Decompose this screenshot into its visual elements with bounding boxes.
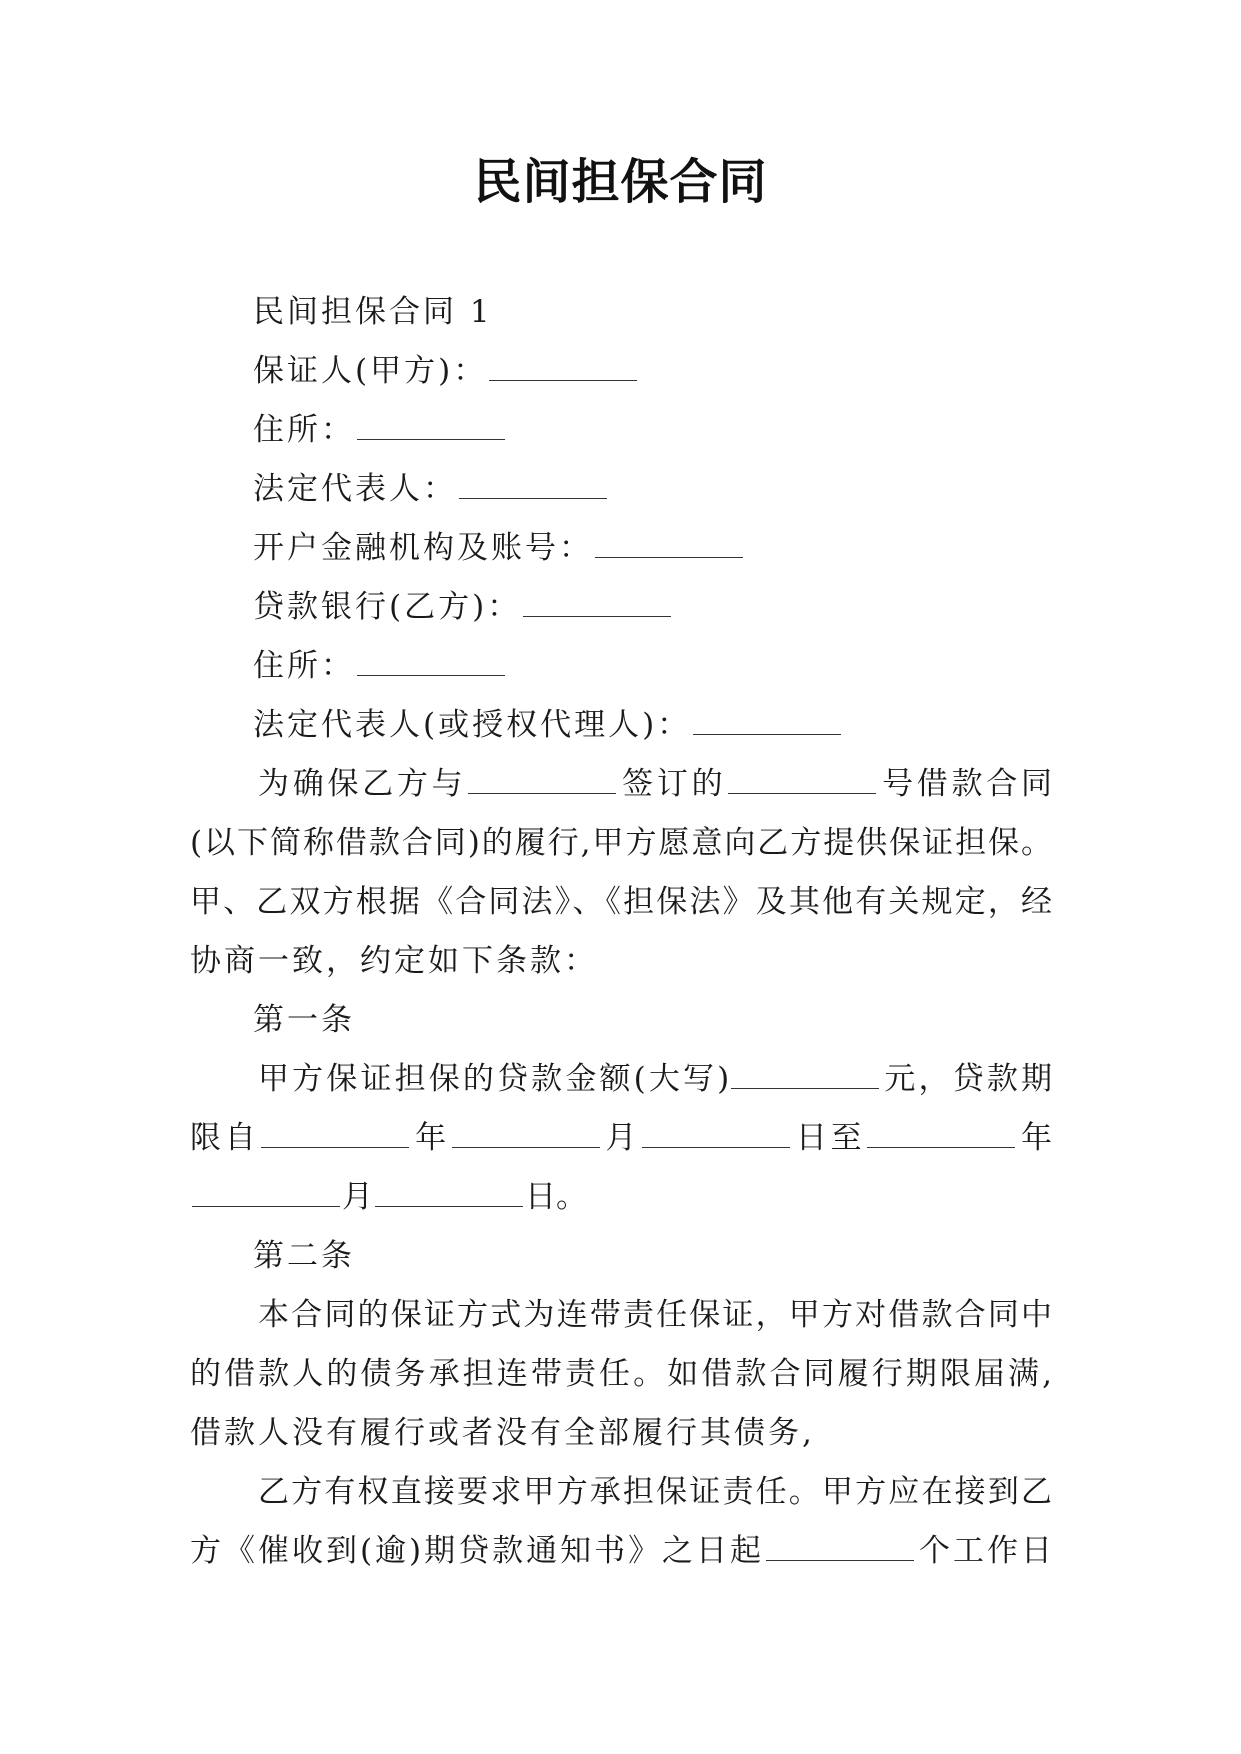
lender-label: 贷款银行(乙方)： bbox=[253, 589, 522, 625]
article-2-line-3: 借款人没有履行或者没有全部履行其债务, bbox=[190, 1415, 815, 1451]
preamble-line-2: (以下简称借款合同)的履行,甲方愿意向乙方提供保证担保。 bbox=[190, 825, 1052, 861]
guarantor-blank[interactable] bbox=[489, 352, 637, 381]
end-day-blank[interactable] bbox=[375, 1178, 523, 1207]
start-year-blank[interactable] bbox=[261, 1119, 409, 1148]
lender-address-blank[interactable] bbox=[357, 647, 505, 676]
working-days-blank[interactable] bbox=[766, 1532, 914, 1561]
article-1-heading: 第一条 bbox=[253, 1002, 355, 1038]
borrower-blank[interactable] bbox=[468, 765, 616, 794]
preamble-line-4: 协商一致，约定如下条款： bbox=[190, 943, 598, 979]
article-2-text-a: 方《催收到(逾)期贷款通知书》之日起 bbox=[190, 1533, 765, 1569]
preamble-line-3: 甲、乙双方根据《合同法》、《担保法》及其他有关规定，经 bbox=[190, 884, 1052, 920]
document-title: 民间担保合同 bbox=[473, 154, 768, 210]
bank-account-blank[interactable] bbox=[595, 529, 743, 558]
guarantor-address-line bbox=[253, 410, 507, 450]
article-1-text-g: 年 bbox=[1017, 1120, 1053, 1156]
guarantor-address-label: 住所： bbox=[253, 412, 355, 448]
article-1-line-2 bbox=[190, 1118, 1052, 1158]
bank-account-line bbox=[253, 528, 745, 568]
article-2-text-b: 个工作日 bbox=[916, 1533, 1053, 1569]
loan-contract-no-blank[interactable] bbox=[728, 765, 876, 794]
end-month-blank[interactable] bbox=[192, 1178, 340, 1207]
lender-rep-blank[interactable] bbox=[693, 706, 841, 735]
article-1-line-1 bbox=[258, 1059, 1052, 1099]
article-1-text-e: 月 bbox=[601, 1120, 641, 1156]
end-year-blank[interactable] bbox=[867, 1119, 1015, 1148]
lender-address-label: 住所： bbox=[253, 648, 355, 684]
preamble-text-c: 号借款合同 bbox=[878, 766, 1053, 802]
article-2-line-2: 的借款人的债务承担连带责任。如借款合同履行期限届满, bbox=[190, 1356, 1052, 1392]
lender-rep-label: 法定代表人(或授权代理人)： bbox=[253, 707, 692, 743]
guarantor-address-blank[interactable] bbox=[357, 411, 505, 440]
article-1-text-i: 日。 bbox=[525, 1179, 587, 1215]
guarantor-label: 保证人(甲方)： bbox=[253, 353, 488, 389]
article-1-text-a: 甲方保证担保的贷款金额(大写) bbox=[258, 1061, 730, 1097]
article-2-heading: 第二条 bbox=[253, 1238, 355, 1274]
start-month-blank[interactable] bbox=[452, 1119, 600, 1148]
article-1-line-3 bbox=[190, 1177, 587, 1217]
article-1-text-c: 限自 bbox=[190, 1120, 260, 1156]
bank-account-label: 开户金融机构及账号： bbox=[253, 530, 593, 566]
preamble-text-a: 为确保乙方与 bbox=[258, 766, 467, 802]
start-day-blank[interactable] bbox=[642, 1119, 790, 1148]
lender-blank[interactable] bbox=[523, 588, 671, 617]
guarantor-rep-blank[interactable] bbox=[459, 470, 607, 499]
article-1-text-d: 年 bbox=[411, 1120, 450, 1156]
contract-heading: 民间担保合同 1 bbox=[253, 294, 493, 330]
lender-address-line bbox=[253, 646, 507, 686]
preamble-text-b: 签订的 bbox=[618, 766, 727, 802]
article-1-text-f: 日至 bbox=[792, 1120, 866, 1156]
article-2-line-1: 本合同的保证方式为连带责任保证，甲方对借款合同中 bbox=[258, 1297, 1052, 1333]
lender-rep-line bbox=[253, 705, 843, 745]
guarantor-rep-line bbox=[253, 469, 609, 509]
guarantor-line bbox=[253, 351, 639, 391]
article-1-text-b: 元，贷款期 bbox=[881, 1061, 1053, 1097]
article-1-text-h: 月 bbox=[342, 1179, 373, 1215]
article-2-line-4: 乙方有权直接要求甲方承担保证责任。甲方应在接到乙 bbox=[258, 1474, 1052, 1510]
guarantor-rep-label: 法定代表人： bbox=[253, 471, 457, 507]
lender-line bbox=[253, 587, 673, 627]
loan-amount-blank[interactable] bbox=[731, 1060, 879, 1089]
article-2-line-5 bbox=[190, 1531, 1052, 1571]
preamble-line-1 bbox=[258, 764, 1052, 804]
